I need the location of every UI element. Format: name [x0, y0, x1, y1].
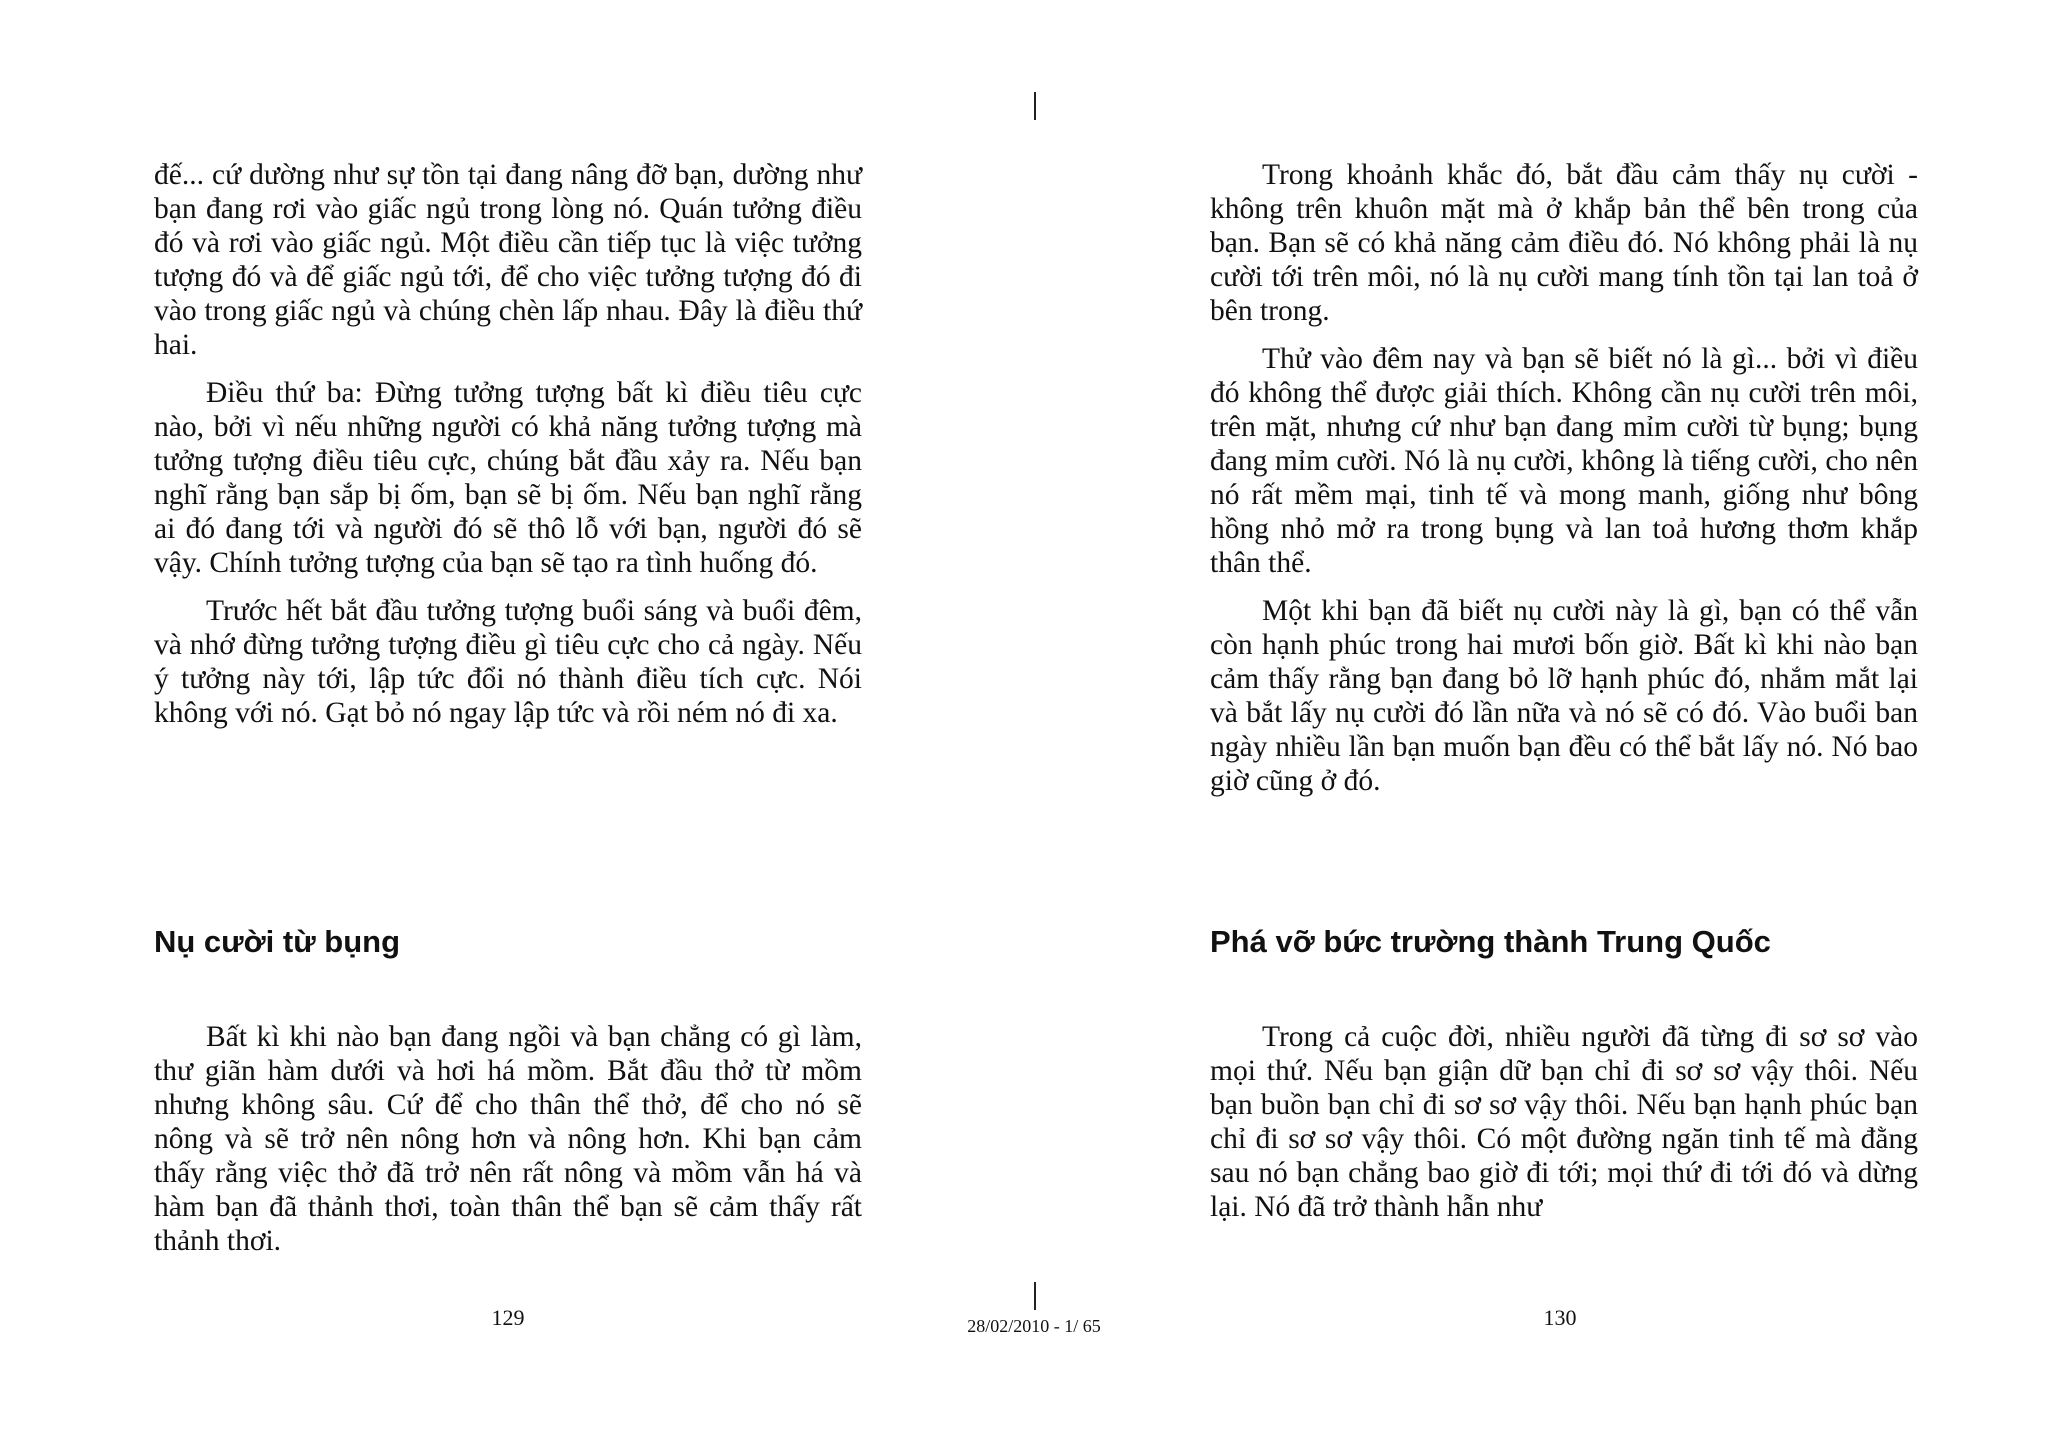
paragraph: Trong khoảnh khắc đó, bắt đầu cảm thấy nụ cười - không trên khuôn mặt mà ở khắp bản thể bên trong của bạn. Bạn sẽ có khả năng cảm điều đó. Nó không phải là nụ cười tới trên môi, nó là nụ cười mang tính tồn tại lan toả ở bên trong.: [1210, 159, 1918, 327]
footer-date-label: 28/02/2010 - 1/ 65: [967, 1316, 1101, 1336]
section-heading: Nụ cười từ bụng: [154, 924, 401, 959]
paragraph: Trước hết bắt đầu tưởng tượng buổi sáng và buổi đêm, và nhớ đừng tưởng tượng điều gì tiêu cực cho cả ngày. Nếu ý tưởng này tới, lập tức đổi nó thành điều tích cực. Nói không với nó. Gạt bỏ nó ngay lập tức và rồi ném nó đi xa.: [154, 595, 862, 729]
paragraph: Điều thứ ba: Đừng tưởng tượng bất kì điều tiêu cực nào, bởi vì nếu những người có khả năng tưởng tượng mà tưởng tượng điều tiêu cực, chúng bắt đầu xảy ra. Nếu bạn nghĩ rằng bạn sắp bị ốm, bạn sẽ bị ốm. Nếu bạn nghĩ rằng ai đó đang tới và người đó sẽ thô lỗ với bạn, người đó sẽ vậy. Chính tưởng tượng của bạn sẽ tạo ra tình huống đó.: [154, 377, 862, 579]
center-fold-mark-bottom: [1034, 1282, 1036, 1310]
left-page: [154, 0, 862, 1448]
paragraph: Một khi bạn đã biết nụ cười này là gì, bạn có thể vẫn còn hạnh phúc trong hai mươi bốn giờ. Bất kì khi nào bạn cảm thấy rằng bạn đang bỏ lỡ hạnh phúc đó, nhắm mắt lại và bắt lấy nụ cười đó lần nữa và nó sẽ có đó. Vào buổi ban ngày nhiều lần bạn muốn bạn đều có thể bắt lấy nó. Nó bao giờ cũng ở đó.: [1210, 595, 1918, 797]
right-page-body: [1210, 158, 1918, 812]
page-number: 129: [491, 1305, 525, 1330]
right-section-body: [1210, 1020, 1918, 1238]
paragraph: Bất kì khi nào bạn đang ngồi và bạn chẳng có gì làm, thư giãn hàm dưới và hơi há mồm. Bắt đầu thở từ mồm nhưng không sâu. Cứ để cho thân thể thở, để cho nó sẽ nông và sẽ trở nên nông hơn và nông hơn. Khi bạn cảm thấy rằng việc thở đã trở nên rất nông và mồm vẫn há và hàm bạn đã thảnh thơi, toàn thân thể bạn sẽ cảm thấy rất thảnh thơi.: [154, 1021, 862, 1257]
paragraph: Thử vào đêm nay và bạn sẽ biết nó là gì... bởi vì điều đó không thể được giải thích. Không cần nụ cười trên môi, trên mặt, nhưng cứ như bạn đang mỉm cười từ bụng; bụng đang mỉm cười. Nó là nụ cười, không là tiếng cười, cho nên nó rất mềm mại, tinh tế và mong manh, giống như bông hồng nhỏ mở ra trong bụng và lan toả hương thơm khắp thân thể.: [1210, 343, 1918, 579]
left-page-body: [154, 158, 862, 744]
section-heading: Phá vỡ bức trường thành Trung Quốc: [1210, 924, 1771, 959]
left-section-body: [154, 1020, 862, 1272]
paragraph: Trong cả cuộc đời, nhiều người đã từng đi sơ sơ vào mọi thứ. Nếu bạn giận dữ bạn chỉ đi sơ sơ vậy thôi. Nếu bạn buồn bạn chỉ đi sơ sơ vậy thôi. Nếu bạn hạnh phúc bạn chỉ đi sơ sơ vậy thôi. Có một đường ngăn tinh tế mà đằng sau nó bạn chẳng bao giờ đi tới; mọi thứ đi tới đó và dừng lại. Nó đã trở thành hẫn như: [1210, 1021, 1918, 1223]
center-fold-mark-top: [1034, 92, 1036, 120]
right-page: [1210, 0, 1918, 1448]
page-number: 130: [1543, 1305, 1577, 1330]
paragraph: đế... cứ dường như sự tồn tại đang nâng đỡ bạn, dường như bạn đang rơi vào giấc ngủ trong lòng nó. Quán tưởng điều đó và rơi vào giấc ngủ. Một điều cần tiếp tục là việc tưởng tượng đó và để giấc ngủ tới, để cho việc tưởng tượng đó đi vào trong giấc ngủ và chúng chèn lấp nhau. Đây là điều thứ hai.: [154, 159, 862, 361]
